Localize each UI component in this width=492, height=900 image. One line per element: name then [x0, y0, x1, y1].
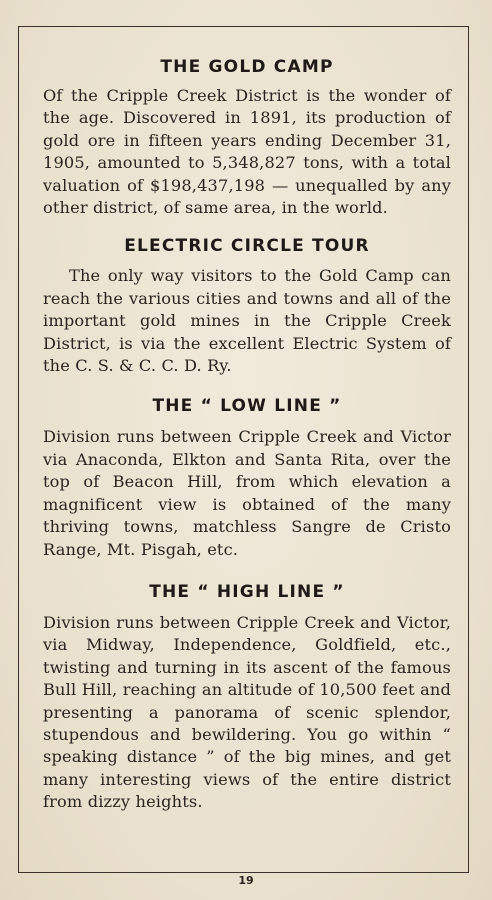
heading-electric-circle-tour: ELECTRIC CIRCLE TOUR [124, 236, 370, 257]
paragraph-gold-camp: Of the Cripple Creek District is the wonder of the age. Discovered in 1891, its production of gold ore in fifteen years ending December 31, 1905, amounted to 5,348,827 tons, with a total valuation of $198,437,198 — unequalled by any other district, of same area, in the world. [43, 86, 451, 218]
paragraph-high-line: Division runs between Cripple Creek and Victor, via Midway, Independence, Goldfield, etc., twisting and turning in its ascent of the famous Bull Hill, reaching an altitude of 10,500 feet and presenting a panorama of scenic splendor, stupendous and bewildering. You go within “ speaking distance ” of the big mines, and get many interesting views of the entire district from dizzy heights. [43, 612, 451, 812]
heading-high-line: THE “ HIGH LINE ” [149, 581, 345, 602]
paragraph-low-line: Division runs between Cripple Creek and Victor via Anaconda, Elkton and Santa Rita, over the top of Beacon Hill, from which elevation a magnificent view is obtained of the many thriving towns, matchless Sangre de Cristo Range, Mt. Pisgah, etc. [43, 427, 451, 559]
page-number: 19 [238, 874, 254, 887]
page-content [43, 56, 451, 814]
heading-gold-camp: THE GOLD CAMP [160, 57, 334, 77]
paragraph-electric-circle-tour: The only way visitors to the Gold Camp can reach the various cities and towns and all of the important gold mines in the Cripple Creek District, is via the excellent Electric System of the C. S. & C. C. D. Ry. [43, 266, 451, 376]
heading-low-line: THE “ LOW LINE ” [152, 396, 342, 417]
